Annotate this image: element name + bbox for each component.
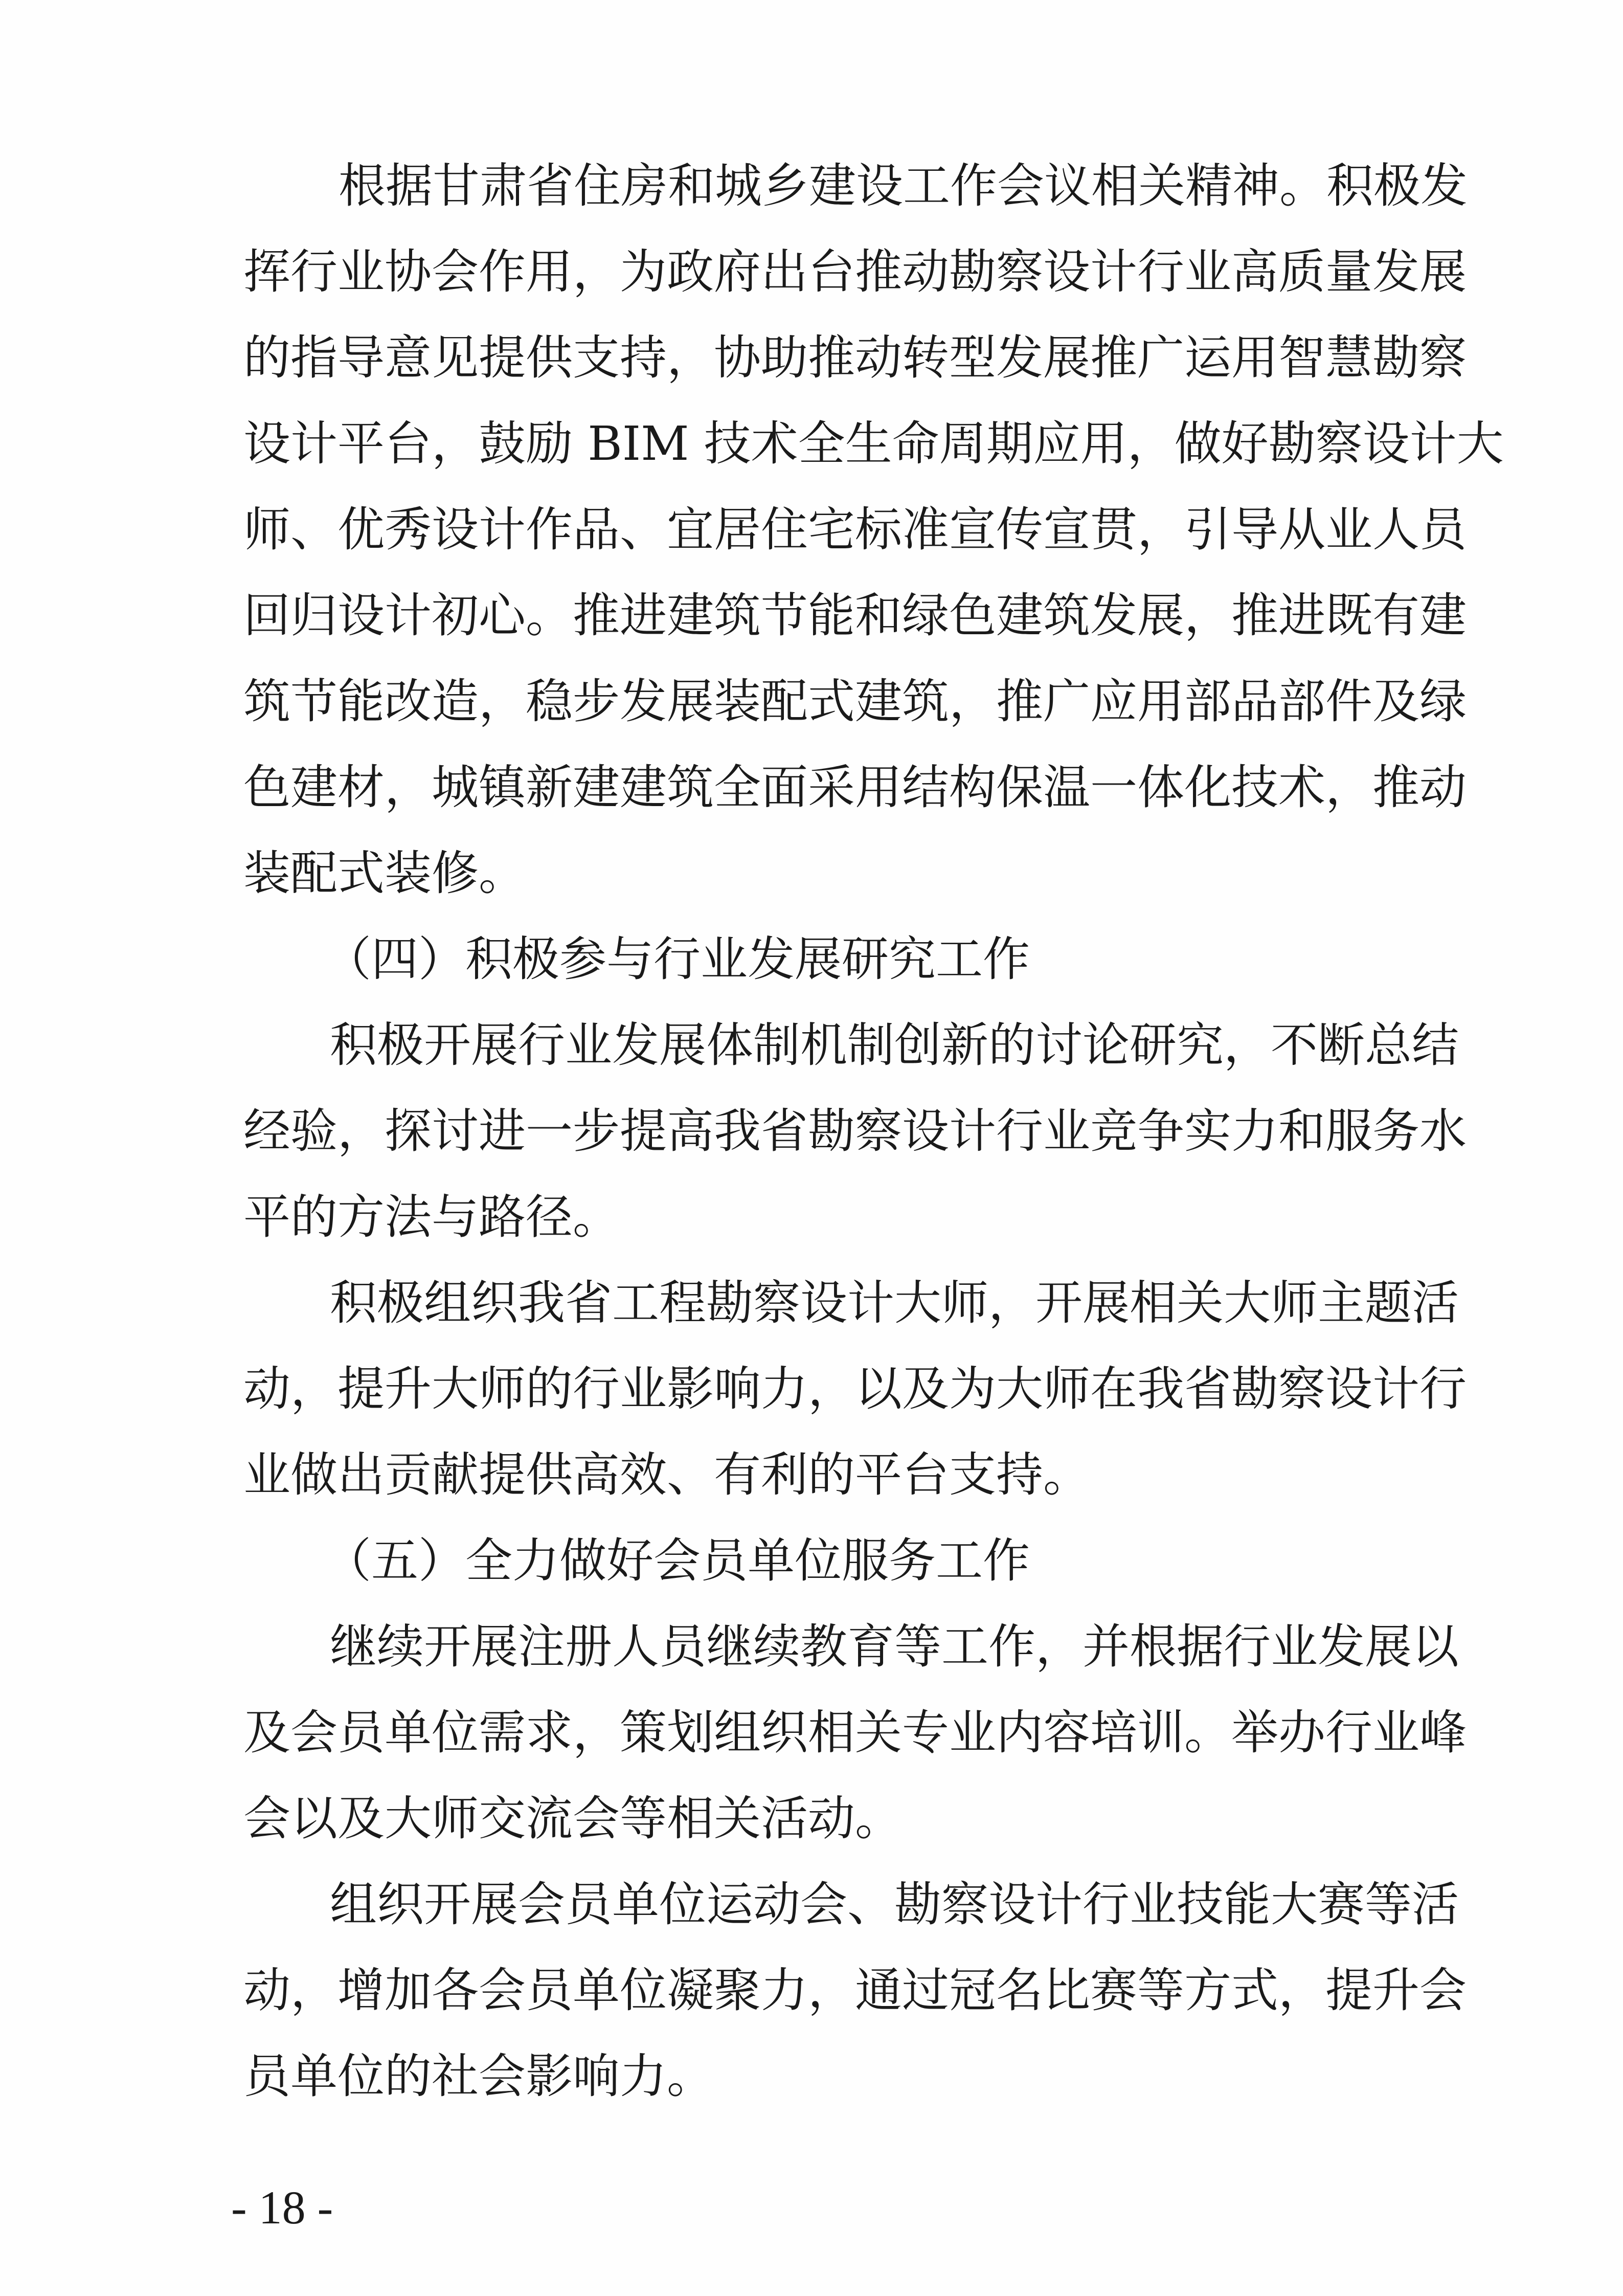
paragraph-line: 动，增加各会员单位凝聚力，通过冠名比赛等方式，提升会 xyxy=(243,1963,1467,2018)
paragraph-line: 师、优秀设计作品、宜居住宅标准宣传宣贯，引导从业人员 xyxy=(243,502,1467,557)
paragraph-line: 装配式装修。 xyxy=(243,846,526,901)
paragraph-line: 挥行业协会作用，为政府出台推动勘察设计行业高质量发展 xyxy=(243,244,1467,299)
paragraph-line: 组织开展会员单位运动会、勘察设计行业技能大赛等活 xyxy=(330,1877,1459,1932)
paragraph-line: 继续开展注册人员继续教育等工作，并根据行业发展以 xyxy=(330,1619,1459,1674)
paragraph-line: 会以及大师交流会等相关活动。 xyxy=(243,1791,903,1846)
paragraph-line: 业做出贡献提供高效、有利的平台支持。 xyxy=(243,1447,1091,1502)
section-heading: （四）积极参与行业发展研究工作 xyxy=(324,932,1030,987)
paragraph-line: 色建材，城镇新建建筑全面采用结构保温一体化技术，推动 xyxy=(243,760,1467,815)
paragraph-line: 回归设计初心。推进建筑节能和绿色建筑发展，推进既有建 xyxy=(243,588,1467,643)
section-heading: （五）全力做好会员单位服务工作 xyxy=(324,1533,1030,1588)
paragraph-line: 平的方法与路径。 xyxy=(243,1190,620,1244)
paragraph-line: 及会员单位需求，策划组织相关专业内容培训。举办行业峰 xyxy=(243,1705,1467,1760)
page-number: - 18 - xyxy=(231,2181,333,2234)
paragraph-line: 动，提升大师的行业影响力，以及为大师在我省勘察设计行 xyxy=(243,1362,1467,1416)
paragraph-line: 的指导意见提供支持，协助推动转型发展推广运用智慧勘察 xyxy=(243,330,1467,385)
paragraph-line: 设计平台，鼓励 BIM 技术全生命周期应用，做好勘察设计大 xyxy=(243,416,1504,471)
paragraph-line: 筑节能改造，稳步发展装配式建筑，推广应用部品部件及绿 xyxy=(243,674,1467,729)
paragraph-line: 经验，探讨进一步提高我省勘察设计行业竞争实力和服务水 xyxy=(243,1104,1467,1158)
paragraph-line: 积极开展行业发展体制机制创新的讨论研究，不断总结 xyxy=(330,1018,1459,1073)
paragraph-line: 员单位的社会影响力。 xyxy=(243,2049,714,2104)
paragraph-line: 根据甘肃省住房和城乡建设工作会议相关精神。积极发 xyxy=(339,159,1468,213)
paragraph-line: 积极组织我省工程勘察设计大师，开展相关大师主题活 xyxy=(330,1276,1459,1330)
